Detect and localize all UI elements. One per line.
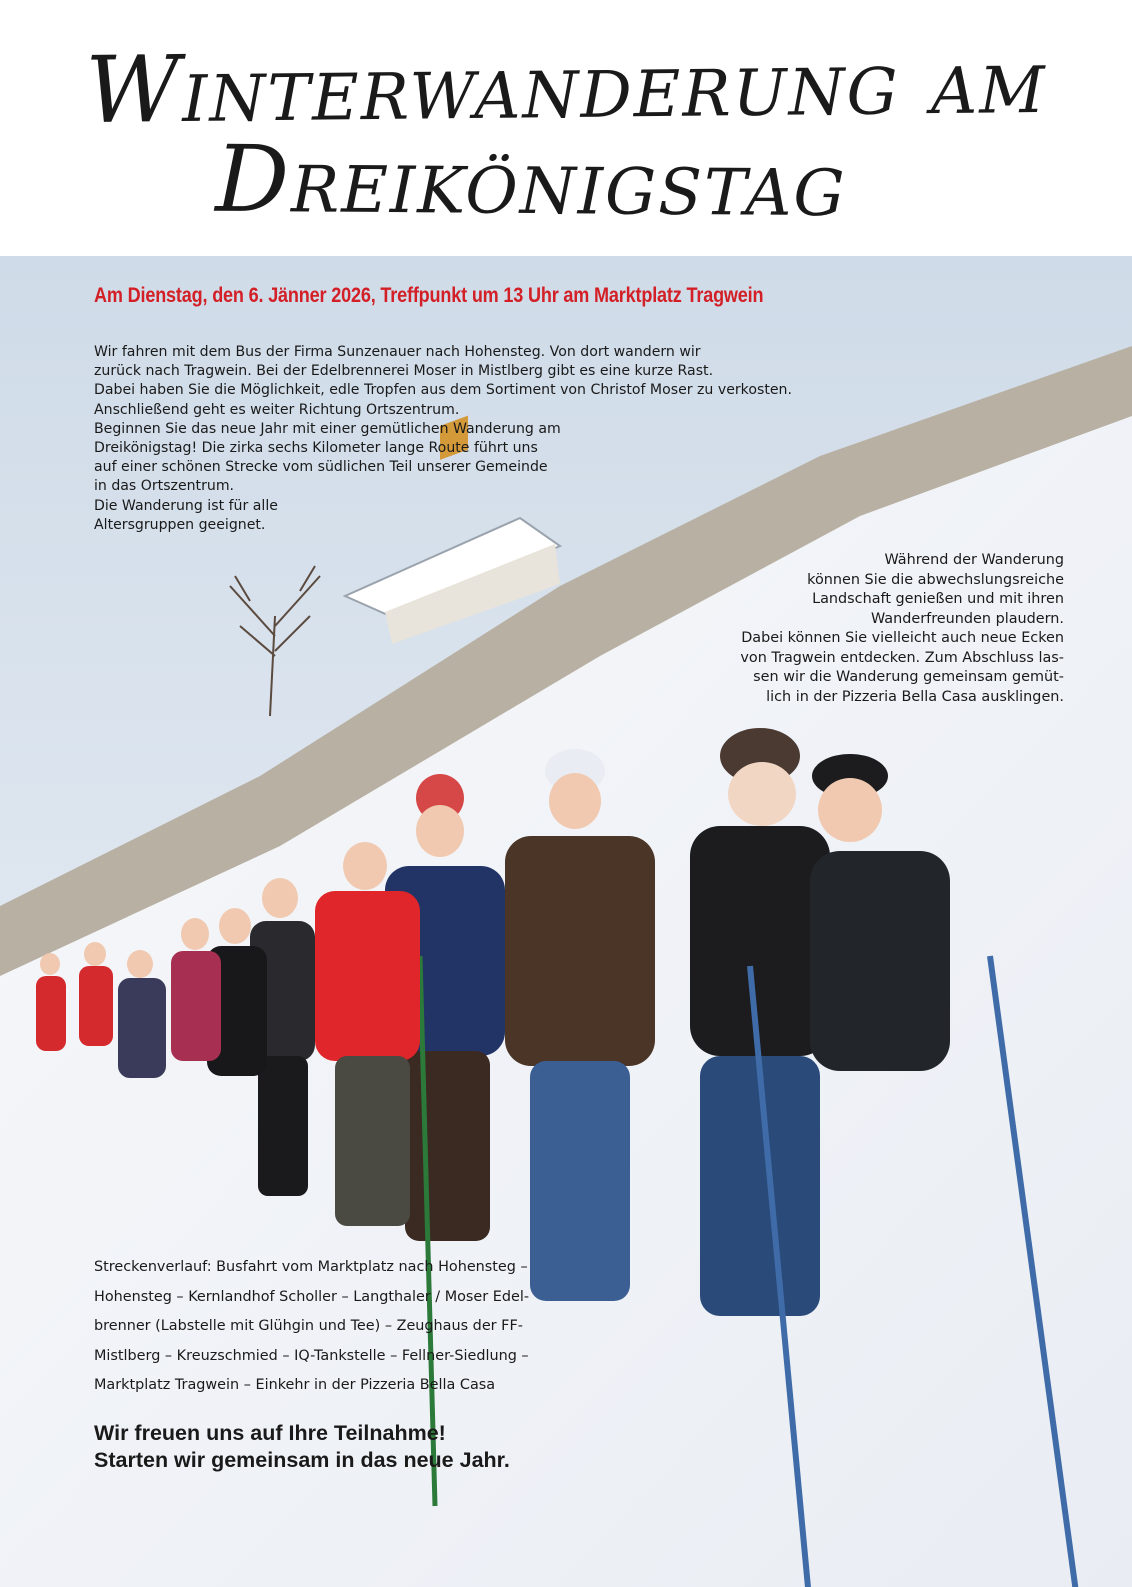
closing-message (94, 1420, 694, 1474)
route-line: Streckenverlauf: Busfahrt vom Marktplatz nach Hohensteg – (94, 1259, 528, 1275)
intro-line: Beginnen Sie das neue Jahr mit einer gemütlichen Wanderung am (94, 420, 561, 437)
route-line: Hohensteg – Kernlandhof Scholler – Langthaler / Moser Edel- (94, 1288, 530, 1305)
route-line: Mistlberg – Kreuzschmied – IQ-Tankstelle – Fellner-Siedlung – (94, 1347, 529, 1364)
right-line: Landschaft genießen und mit ihren (812, 591, 1064, 607)
intro-line: Die Wanderung ist für alle (94, 497, 278, 514)
intro-text (94, 343, 994, 535)
right-line: sen wir die Wanderung gemeinsam gemüt- (753, 669, 1064, 685)
right-line: Dabei können Sie vielleicht auch neue Ecken (741, 630, 1064, 646)
title-line-2: Dreikönigstag (214, 125, 848, 238)
route-line: Marktplatz Tragwein – Einkehr in der Pizzeria Bella Casa (94, 1377, 496, 1393)
right-line: Wanderfreunden plaudern. (870, 610, 1064, 627)
intro-line: Dreikönigstag! Die zirka sechs Kilometer lange Route führt uns (94, 440, 538, 457)
right-column-text (544, 551, 1064, 707)
closing-line-1: Wir freuen uns auf Ihre Teilnahme! (94, 1421, 446, 1445)
right-line: können Sie die abwechslungsreiche (807, 571, 1064, 588)
intro-line: auf einer schönen Strecke vom südlichen Teil unserer Gemeinde (94, 459, 548, 476)
route-line: brenner (Labstelle mit Glühgin und Tee) – Zeughaus der FF- (94, 1318, 523, 1334)
closing-line-2: Starten wir gemeinsam in das neue Jahr. (94, 1448, 510, 1472)
right-line: lich in der Pizzeria Bella Casa ausklingen. (766, 688, 1064, 705)
intro-line: Wir fahren mit dem Bus der Firma Sunzenauer nach Hohensteg. Von dort wandern wir (94, 344, 701, 360)
title-line-1: Winterwanderung am (84, 26, 1048, 145)
intro-line: in das Ortszentrum. (94, 478, 235, 495)
flyer-title (0, 26, 1132, 238)
intro-line: Anschließend geht es weiter Richtung Ortszentrum. (94, 401, 460, 418)
intro-line: zurück nach Tragwein. Bei der Edelbrennerei Moser in Mistlberg gibt es eine kurze Rast. (94, 363, 714, 380)
route-description (94, 1253, 624, 1401)
event-headline: Am Dienstag, den 6. Jänner 2026, Treffpunkt um 13 Uhr am Marktplatz Tragwein (94, 284, 764, 307)
intro-line: Altersgruppen geeignet. (94, 516, 266, 533)
right-line: Während der Wanderung (884, 552, 1064, 568)
right-line: von Tragwein entdecken. Zum Abschluss las- (740, 649, 1064, 666)
intro-line: Dabei haben Sie die Möglichkeit, edle Tropfen aus dem Sortiment von Christof Moser zu verkosten. (94, 382, 792, 399)
